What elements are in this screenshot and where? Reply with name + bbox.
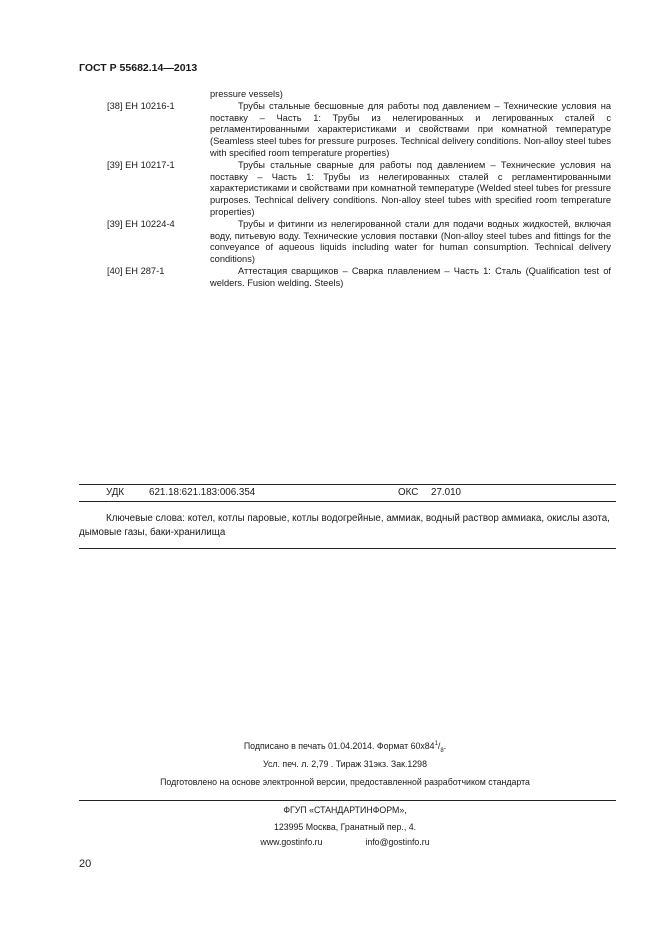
bibliography-list <box>79 89 611 290</box>
udk-value: 621.18:621.183:006.354 <box>149 487 256 498</box>
imprint-prepared: Подготовлено на основе электронной версии, предоставленной разработчиком стандарта <box>160 777 530 787</box>
reference-item <box>79 219 611 266</box>
document-header: ГОСТ Р 55682.14—2013 <box>79 62 198 74</box>
reference-item <box>79 266 611 290</box>
imprint-print: Усл. печ. л. 2,79 . Тираж 31экз. Зак.1298 <box>263 759 427 769</box>
keywords <box>79 512 611 540</box>
publisher-contacts <box>79 837 611 847</box>
reference-continuation: pressure vessels) <box>210 89 283 99</box>
publisher-email[interactable]: info@gostinfo.ru <box>365 837 430 847</box>
divider-middle <box>79 501 616 502</box>
page-number: 20 <box>79 858 92 870</box>
reference-item <box>79 160 611 219</box>
reference-text: Трубы и фитинги из нелегированной стали для подачи водных жидкостей, включая воду, питьевую воду. Технические условия поставки (Non-alloy steel tubes and fittings for the conveyance of aqueous liquids including water for human consumption. Technical delivery conditions) <box>210 218 611 265</box>
imprint-signed: Подписано в печать 01.04.2014. Формат $60x84^1/_8$. <box>243 741 447 754</box>
keywords-text: котел, котлы паровые, котлы водогрейные, аммиак, водный раствор аммиака, окислы азота, дымовые газы, баки-хранилища <box>79 513 610 538</box>
reference-text: Трубы стальные бесшовные для работы под давлением – Технические условия на поставку – Часть 1: Трубы из нелегированных и легированных сталей с регламентированными характеристиками и свойствами при комнатной температуре (Seamless steel tubes for pressure purposes. Technical delivery conditions. Non-alloy steel tubes with specified room temperature properties) <box>210 100 611 158</box>
publisher-address: 123995 Москва, Гранатный пер., 4. <box>273 822 417 832</box>
reference-code: [38] ЕН 10216-1 <box>107 100 175 111</box>
udk-label: УДК <box>106 487 125 498</box>
reference-item <box>79 101 611 160</box>
reference-text: Трубы стальные сварные для работы под давлением – Технические условия на поставку – Часть 1: Трубы из нелегированных сталей с регламентированными характеристиками и свойствами при комнатной температуре (Welded steel tubes for pressure purposes. Technical delivery conditions. Non-alloy steel tubes with specified room temperature properties) <box>210 159 611 217</box>
divider-bottom <box>79 548 616 549</box>
reference-text: Аттестация сварщиков – Сварка плавлением – Часть 1: Сталь (Qualification test of welders. Fusion welding. Steels) <box>210 265 611 288</box>
reference-code: [40] ЕН 287-1 <box>107 265 165 276</box>
reference-code: [39] ЕН 10224-4 <box>107 218 175 229</box>
reference-code: [39] ЕН 10217-1 <box>107 159 175 170</box>
divider-top <box>79 484 616 485</box>
publisher-name: ФГУП «СТАНДАРТИНФОРМ», <box>283 805 407 815</box>
publisher-website[interactable]: www.gostinfo.ru <box>260 837 323 847</box>
oks-value: 27.010 <box>431 487 461 498</box>
divider-imprint <box>79 800 616 801</box>
oks-label: ОКС <box>398 487 419 498</box>
keywords-label: Ключевые слова: <box>106 513 185 524</box>
